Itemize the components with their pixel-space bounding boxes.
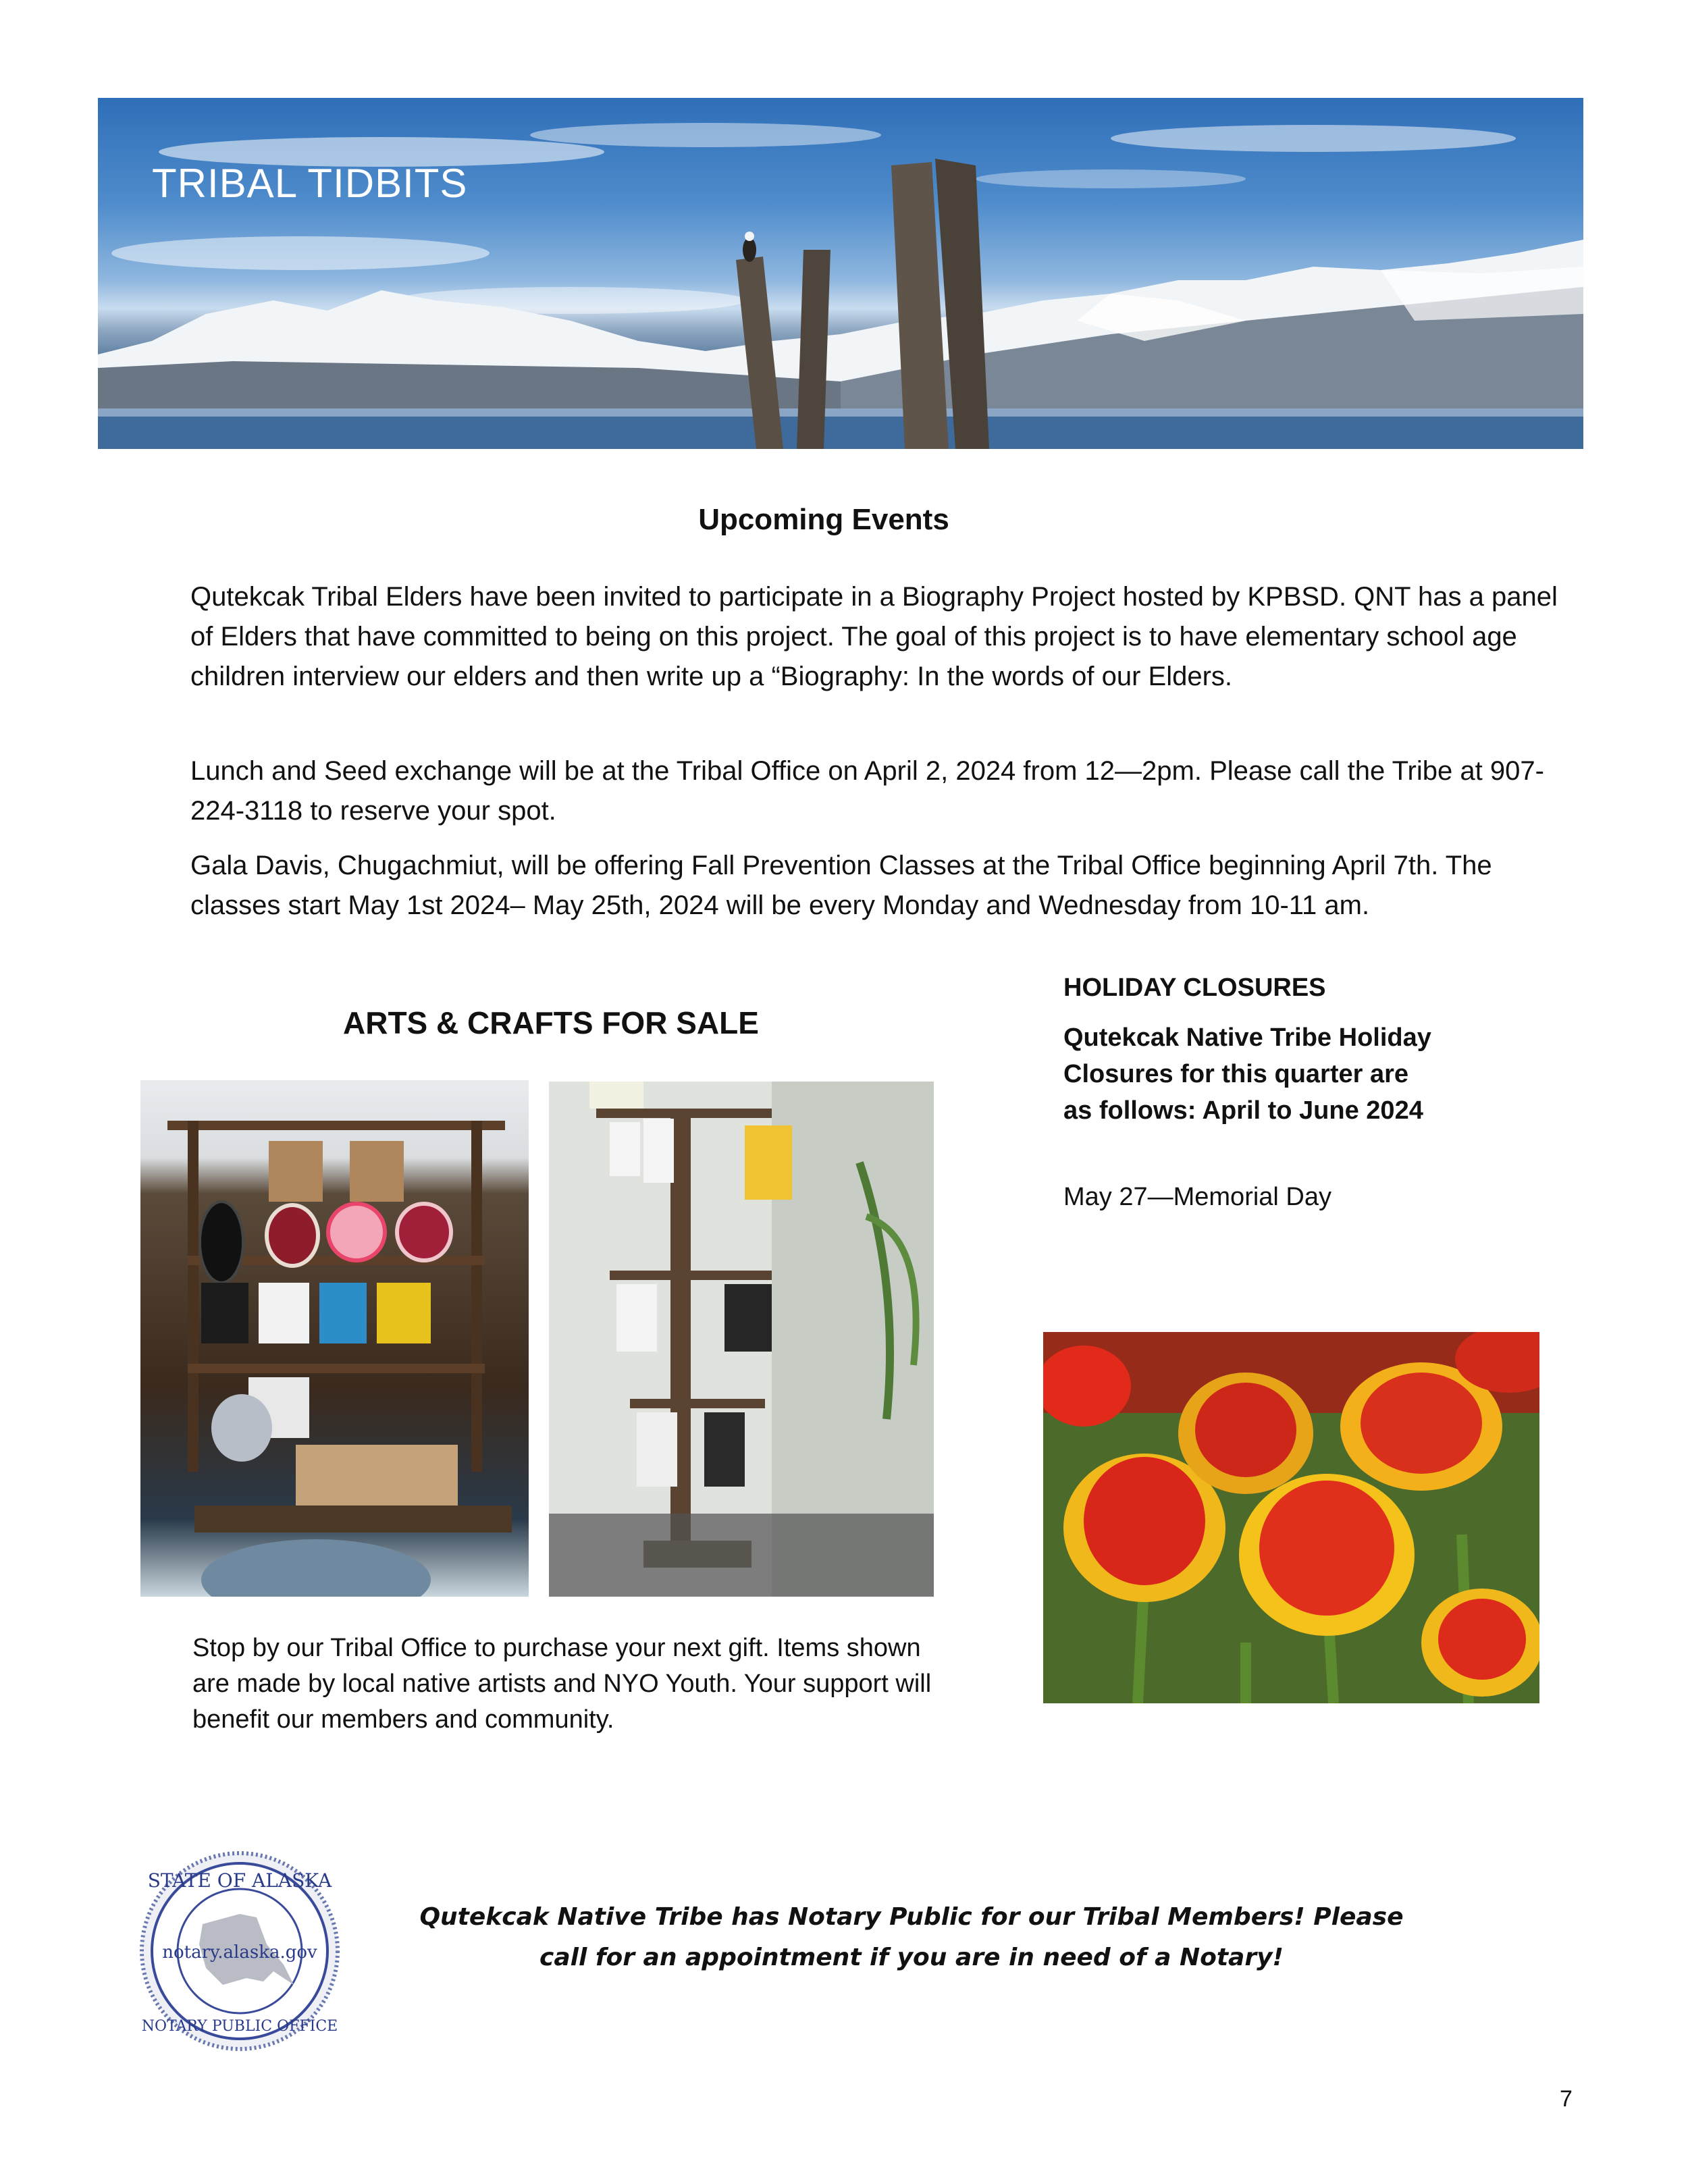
holiday-item: May 27—Memorial Day	[1063, 1183, 1331, 1211]
holiday-closures-heading: HOLIDAY CLOSURES	[1063, 974, 1326, 1002]
event-paragraph-fall-prevention: Gala Davis, Chugachmiut, will be offering Fall Prevention Classes at the Tribal Office beginning April 7th. The classes start May 1st 2024– May 25th, 2024 will be every Monday and Wednesday from 10-11 am.	[190, 851, 1492, 920]
page-number: 7	[1560, 2086, 1573, 2112]
svg-text:STATE OF ALASKA: STATE OF ALASKA	[147, 1869, 332, 1892]
tulips-photo	[1043, 1332, 1539, 1703]
arts-crafts-caption: Stop by our Tribal Office to purchase your next gift. Items shown are made by local native artists and NYO Youth. Your support will benefit our members and community.	[192, 1634, 932, 1734]
upcoming-events-heading: Upcoming Events	[698, 503, 949, 536]
event-paragraph-biography: Qutekcak Tribal Elders have been invited to participate in a Biography Project hosted by KPBSD. QNT has a panel of Elders that have committed to being on this project. The goal of this project is to have elementary school age children interview our elders and then write up a “Biography: In the words of our Elders.	[190, 582, 1558, 691]
banner-image	[98, 98, 1583, 449]
notary-seal-logo	[138, 1850, 341, 2052]
earring-stand-photo	[549, 1082, 934, 1597]
notary-announcement: Qutekcak Native Tribe has Notary Public for our Tribal Members! Please call for an appointment if you are in need of a Notary!	[419, 1903, 1404, 1971]
svg-text:NOTARY PUBLIC OFFICE: NOTARY PUBLIC OFFICE	[141, 2018, 338, 2035]
svg-text:notary.alaska.gov: notary.alaska.gov	[162, 1942, 317, 1963]
arts-crafts-heading: ARTS & CRAFTS FOR SALE	[343, 1005, 759, 1040]
newsletter-section-title: TRIBAL TIDBITS	[152, 161, 468, 206]
event-paragraph-seed-exchange: Lunch and Seed exchange will be at the Tribal Office on April 2, 2024 from 12—2pm. Please call the Tribe at 907-224-3118 to reserve your spot.	[190, 756, 1544, 826]
earring-display-photo	[140, 1080, 529, 1597]
mountain-landscape-image	[98, 98, 1583, 449]
holiday-closures-text: Qutekcak Native Tribe Holiday Closures for this quarter are as follows: April to June 2024	[1063, 1023, 1431, 1125]
